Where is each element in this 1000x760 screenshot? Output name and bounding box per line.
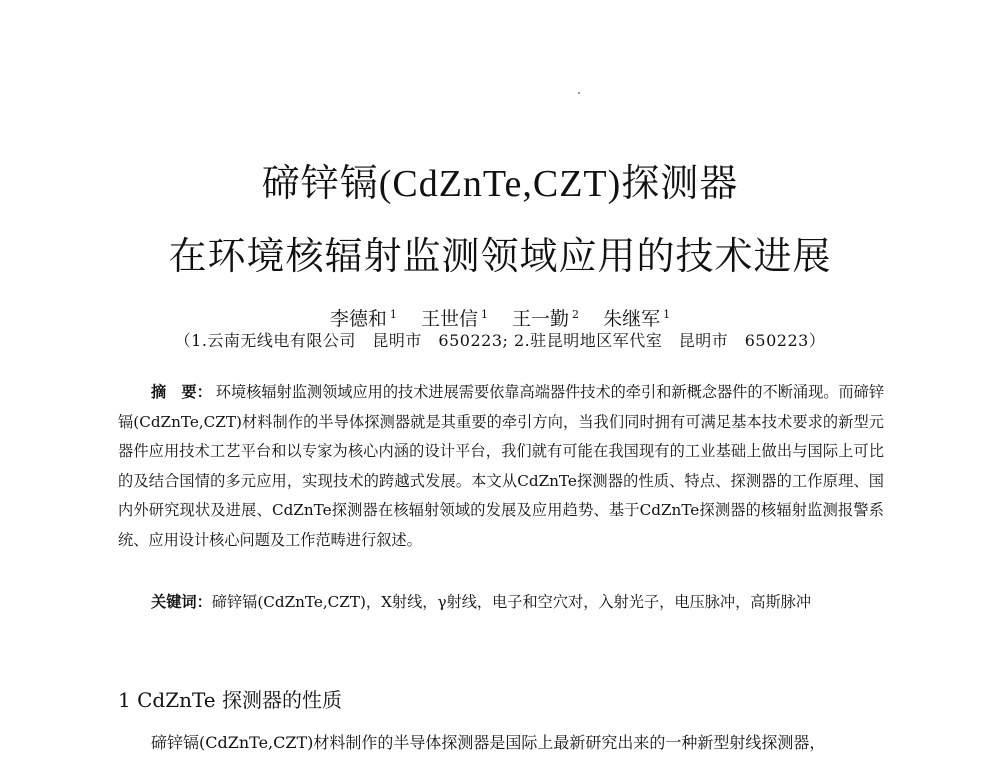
author-affiliation-mark: 1 <box>480 308 488 321</box>
title-line-1: 碲锌镉(CdZnTe,CZT)探测器 <box>261 163 739 205</box>
scan-speck <box>578 92 580 94</box>
abstract-text: 环境核辐射监测领域应用的技术进展需要依靠高端器件技术的牵引和新概念器件的不断涌现。而碲锌镉(CdZnTe,CZT)材料制作的半导体探测器就是其重要的牵引方向，当我们同时拥有可满足基本技术要求的新型元器件应用技术工艺平台和以专家为核心内涵的设计平台，我们就有可能在我国现有的工业基础上做出与国际上可比的及结合国情的多元应用，实现技术的跨越式发展。本文从CdZnTe探测器的性质、特点、探测器的工作原理、国内外研究现状及进展、CdZnTe探测器在核辐射领域的发展及应用趋势、基于CdZnTe探测器的核辐射监测报警系统、应用设计核心问题及工作范畴进行叙述。 <box>118 383 884 549</box>
abstract-label: 摘 要： <box>151 383 212 401</box>
author <box>603 308 670 330</box>
author <box>330 308 397 330</box>
keywords <box>118 588 884 617</box>
author-name: 李德和 <box>329 308 387 330</box>
title-line-2: 在环境核辐射监测领域应用的技术进展 <box>168 234 832 278</box>
body-paragraph: 碲锌镉(CdZnTe,CZT)材料制作的半导体探测器是国际上最新研究出来的一种新型射线探测器， <box>151 733 826 752</box>
author <box>421 308 488 330</box>
author-affiliation-mark: 2 <box>572 308 580 321</box>
author-name: 朱继军 <box>603 308 661 330</box>
author-name: 王一勤 <box>512 308 570 330</box>
affiliations: （1.云南无线电有限公司 昆明市 650223; 2.驻昆明地区军代室 昆明市 650223） <box>174 331 826 350</box>
author-name: 王世信 <box>420 308 478 330</box>
author-list <box>0 302 1000 332</box>
abstract <box>118 378 884 556</box>
section-heading: 1 CdZnTe 探测器的性质 <box>118 688 342 712</box>
author-affiliation-mark: 1 <box>389 308 397 321</box>
keywords-label: 关键词： <box>151 593 212 611</box>
author <box>512 308 579 330</box>
author-affiliation-mark: 1 <box>663 308 671 321</box>
keywords-text: 碲锌镉(CdZnTe,CZT)，X射线，γ射线，电子和空穴对，入射光子，电压脉冲，高斯脉冲 <box>211 593 812 611</box>
